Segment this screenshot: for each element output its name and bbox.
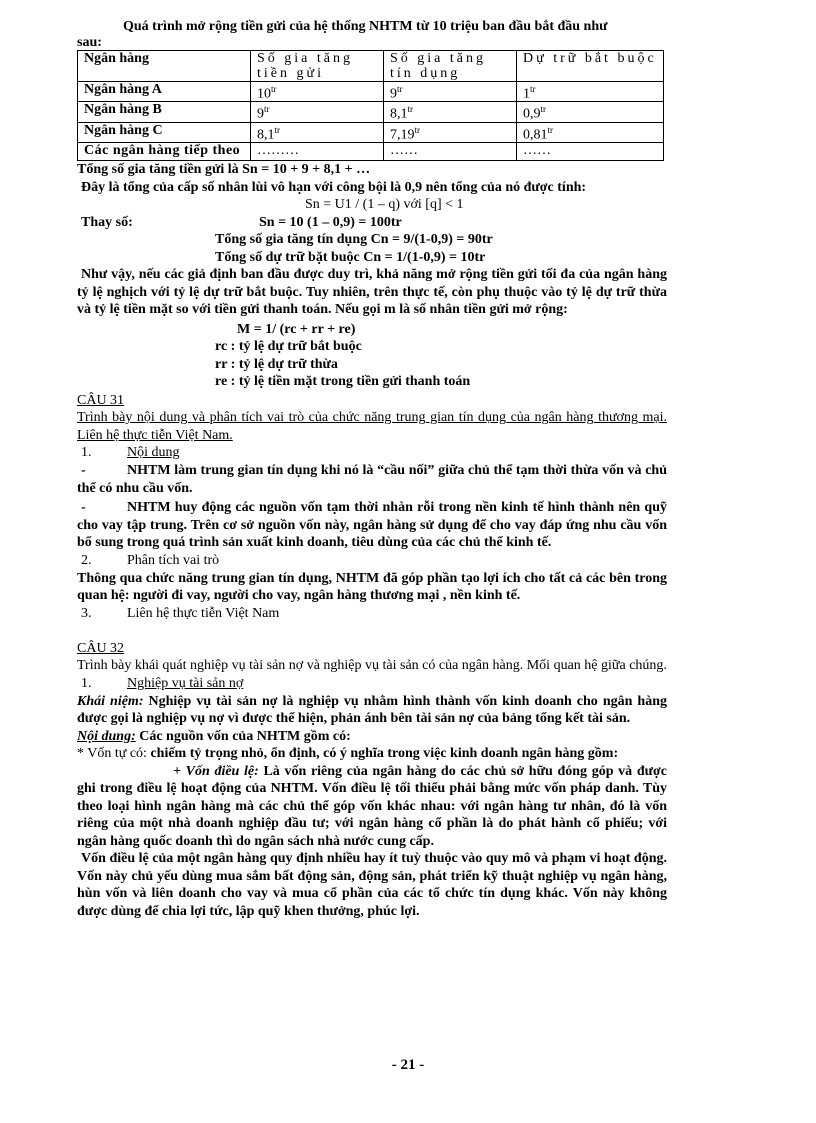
table-cell: $9^{tr}$ — [384, 81, 517, 102]
thay-so-label: Thay số: — [81, 214, 133, 230]
table-cell: $0,81^{tr}$ — [517, 122, 664, 143]
own-capital-text: chiếm tỷ trọng nhỏ, ổn định, có ý nghĩa trong việc kinh doanh ngân hàng gồm: — [150, 746, 619, 762]
cn-result: Tổng số gia tăng tín dụng Cn = 9/(1-0,9) = 90tr — [215, 232, 493, 248]
sn-result: Sn = 10 (1 – 0,9) = 100tr — [259, 214, 402, 230]
rr-definition: rr : tỷ lệ dự trữ thừa — [215, 356, 338, 372]
table-cell: $0,9^{tr}$ — [517, 102, 664, 123]
table-cell: $9^{tr}$ — [251, 102, 384, 123]
section-number: 1. — [81, 445, 92, 461]
section-title: Nghiệp vụ tài sản nợ — [127, 675, 244, 691]
content-label: Nội dung: — [77, 728, 136, 744]
re-definition: re : tỷ lệ tiền mặt trong tiền gửi thanh toán — [215, 374, 471, 390]
bullet-text: NHTM làm trung gian tín dụng khi nó là “cầu nối” giữa chủ thể tạm thời thừa vốn và chủ thể có nhu cầu vốn. — [77, 463, 667, 496]
dash-marker: - — [81, 500, 86, 516]
sum-total-line: Tổng số gia tăng tiền gửi là Sn = 10 + 9 + 8,1 + … — [77, 162, 371, 178]
rc-definition: rc : tỷ lệ dự trữ bắt buộc — [215, 339, 362, 355]
table-cell: $1^{tr}$ — [517, 81, 664, 102]
charter-capital-paragraph-2: Vốn điều lệ của một ngân hàng quy định nhiều hay ít tuỳ thuộc vào quy mô và phạm vi hoạt động. Vốn này chủ yếu dùng mua sắm bất động sản, động sản, phát triển kỹ thuật nghiệp vụ ngân hàng, hùn vốn và liên doanh cho vay và mua cổ phần của các tổ chức tín dụng khác. Vốn này không được dùng để chia lợi tức, lập quỹ khen thưởng, phúc lợi. — [77, 851, 667, 919]
own-capital-paragraph — [77, 745, 667, 763]
table-header-cell: Số gia tăng tiền gửi — [251, 50, 384, 81]
table-cell: $8,1^{tr}$ — [384, 102, 517, 123]
table-cell: …… — [384, 143, 517, 161]
concept-paragraph — [77, 693, 667, 728]
table-header-cell: Dự trữ bắt buộc — [517, 50, 664, 81]
multiplier-paragraph: Như vậy, nếu các giả định ban đầu được duy trì, khả năng mở rộng tiền gửi tối đa của ngân hàng tỷ lệ nghịch với tỷ lệ dự trữ bắt buộc. Tuy nhiên, trên thực tế, còn phụ thuộc vào tỷ lệ dự trữ thừa và tỷ lệ tiền mặt so với tiền gửi thanh toán. Nếu gọi m là số nhân tiền gửi mở rộng: — [77, 267, 667, 318]
table-cell-bank: Ngân hàng A — [78, 81, 251, 102]
section-number: 2. — [81, 552, 92, 568]
cau31-bullet-1 — [77, 462, 667, 497]
table-row — [78, 143, 664, 161]
cau32-section-1 — [77, 675, 667, 693]
table-cell-bank: Các ngân hàng tiếp theo — [78, 143, 251, 161]
series-line: Đây là tổng của cấp số nhân lùi vô hạn với công bội là 0,9 nên tổng của nó được tính: — [81, 179, 587, 195]
table-row — [78, 81, 664, 102]
charter-text: Là vốn riêng của ngân hàng do các chủ sở hữu đóng góp và được ghi trong điều lệ hoạt động của NHTM. Vốn điều lệ tối thiểu phải bằng mức vốn pháp danh. Tùy theo loại hình ngân hàng mà các chủ thể góp vốn khác nhau: với ngân hàng tư nhân, đó là vốn riêng của một nhà doanh nghiệp đầu tư; với ngân hàng cổ phần là do phát hành cổ phiếu; với ngân hàng quốc doanh thì do ngân sách nhà nước cung cấp. — [77, 763, 667, 849]
document-page — [77, 18, 667, 920]
table-header-cell: Số gia tăng tín dụng — [384, 50, 517, 81]
section-title: Phân tích vai trò — [127, 552, 220, 568]
reserve-result: Tổng số dự trữ bặt buộc Cn = 1/(1-0,9) = 10tr — [215, 249, 486, 265]
section-title: Nội dung — [127, 445, 180, 461]
table-cell: $8,1^{tr}$ — [251, 122, 384, 143]
multiplier-formula: M = 1/ (rc + rr + re) — [237, 321, 356, 337]
dash-marker: - — [81, 463, 86, 479]
thay-so-row — [77, 214, 667, 232]
charter-capital-paragraph — [77, 763, 667, 851]
own-capital-prefix: * Vốn tự có: — [77, 746, 151, 762]
cau32-title: CÂU 32 — [77, 640, 125, 656]
charter-label: + Vốn điều lệ: — [173, 763, 259, 779]
table-row — [78, 102, 664, 123]
content-paragraph — [77, 728, 667, 746]
table-cell: …… — [517, 143, 664, 161]
cau31-section-2-text: Thông qua chức năng trung gian tín dụng, NHTM đã góp phần tạo lợi ích cho tất cả các bên trong quan hệ: người đi vay, người cho vay, ngân hàng thương mại , nền kinh tế. — [77, 570, 667, 604]
intro-line-2: sau: — [77, 34, 102, 50]
page-number: - 21 - — [391, 1057, 425, 1073]
cau31-question: Trình bày nội dung và phân tích vai trò của chức năng trung gian tín dụng của ngân hàng thương mại. Liên hệ thực tiễn Việt Nam. — [77, 410, 667, 443]
table-cell: $7,19^{tr}$ — [384, 122, 517, 143]
table-header-row — [78, 50, 664, 81]
table-cell-bank: Ngân hàng B — [78, 102, 251, 123]
section-number: 3. — [81, 605, 92, 621]
table-row — [78, 122, 664, 143]
cau31-section-1 — [77, 444, 667, 462]
cau31-title: CÂU 31 — [77, 392, 125, 408]
table-cell: $10^{tr}$ — [251, 81, 384, 102]
bullet-text: NHTM huy động các nguồn vốn tạm thời nhàn rỗi trong nền kinh tế hình thành nên quỹ cho vay tập trung. Trên cơ sở nguồn vốn này, ngân hàng sử dụng để cho vay đáp ứng nhu cầu vốn bổ sung trong quá trình sản xuất kinh doanh, tiêu dùng của các chủ thể kinh tế. — [77, 500, 667, 551]
section-title: Liên hệ thực tiễn Việt Nam — [127, 605, 280, 621]
cau32-question: Trình bày khái quát nghiệp vụ tài sản nợ và nghiệp vụ tài sản có của ngân hàng. Mối quan hệ giữa chúng. — [77, 658, 667, 674]
content-text: Các nguồn vốn của NHTM gồm có: — [135, 728, 351, 744]
table-cell-bank: Ngân hàng C — [78, 122, 251, 143]
cau31-section-2 — [77, 552, 667, 570]
deposit-expansion-table — [77, 50, 664, 162]
table-cell: ……… — [251, 143, 384, 161]
sum-formula: Sn = U1 / (1 – q) với [q] < 1 — [305, 197, 464, 213]
concept-label: Khái niệm: — [77, 693, 144, 709]
cau31-section-3 — [77, 605, 667, 623]
table-header-cell: Ngân hàng — [78, 50, 251, 81]
cau31-bullet-2 — [77, 499, 667, 552]
section-number: 1. — [81, 675, 92, 691]
intro-line: Quá trình mở rộng tiền gửi của hệ thống NHTM từ 10 triệu ban đầu bắt đầu như — [123, 19, 608, 34]
concept-text: Nghiệp vụ tài sản nợ là nghiệp vụ nhằm hình thành vốn kinh doanh cho ngân hàng được gọi là nghiệp vụ nợ vì được thể hiện, phản ánh bên tài sản nợ của bảng tổng kết tài sản. — [77, 693, 667, 727]
